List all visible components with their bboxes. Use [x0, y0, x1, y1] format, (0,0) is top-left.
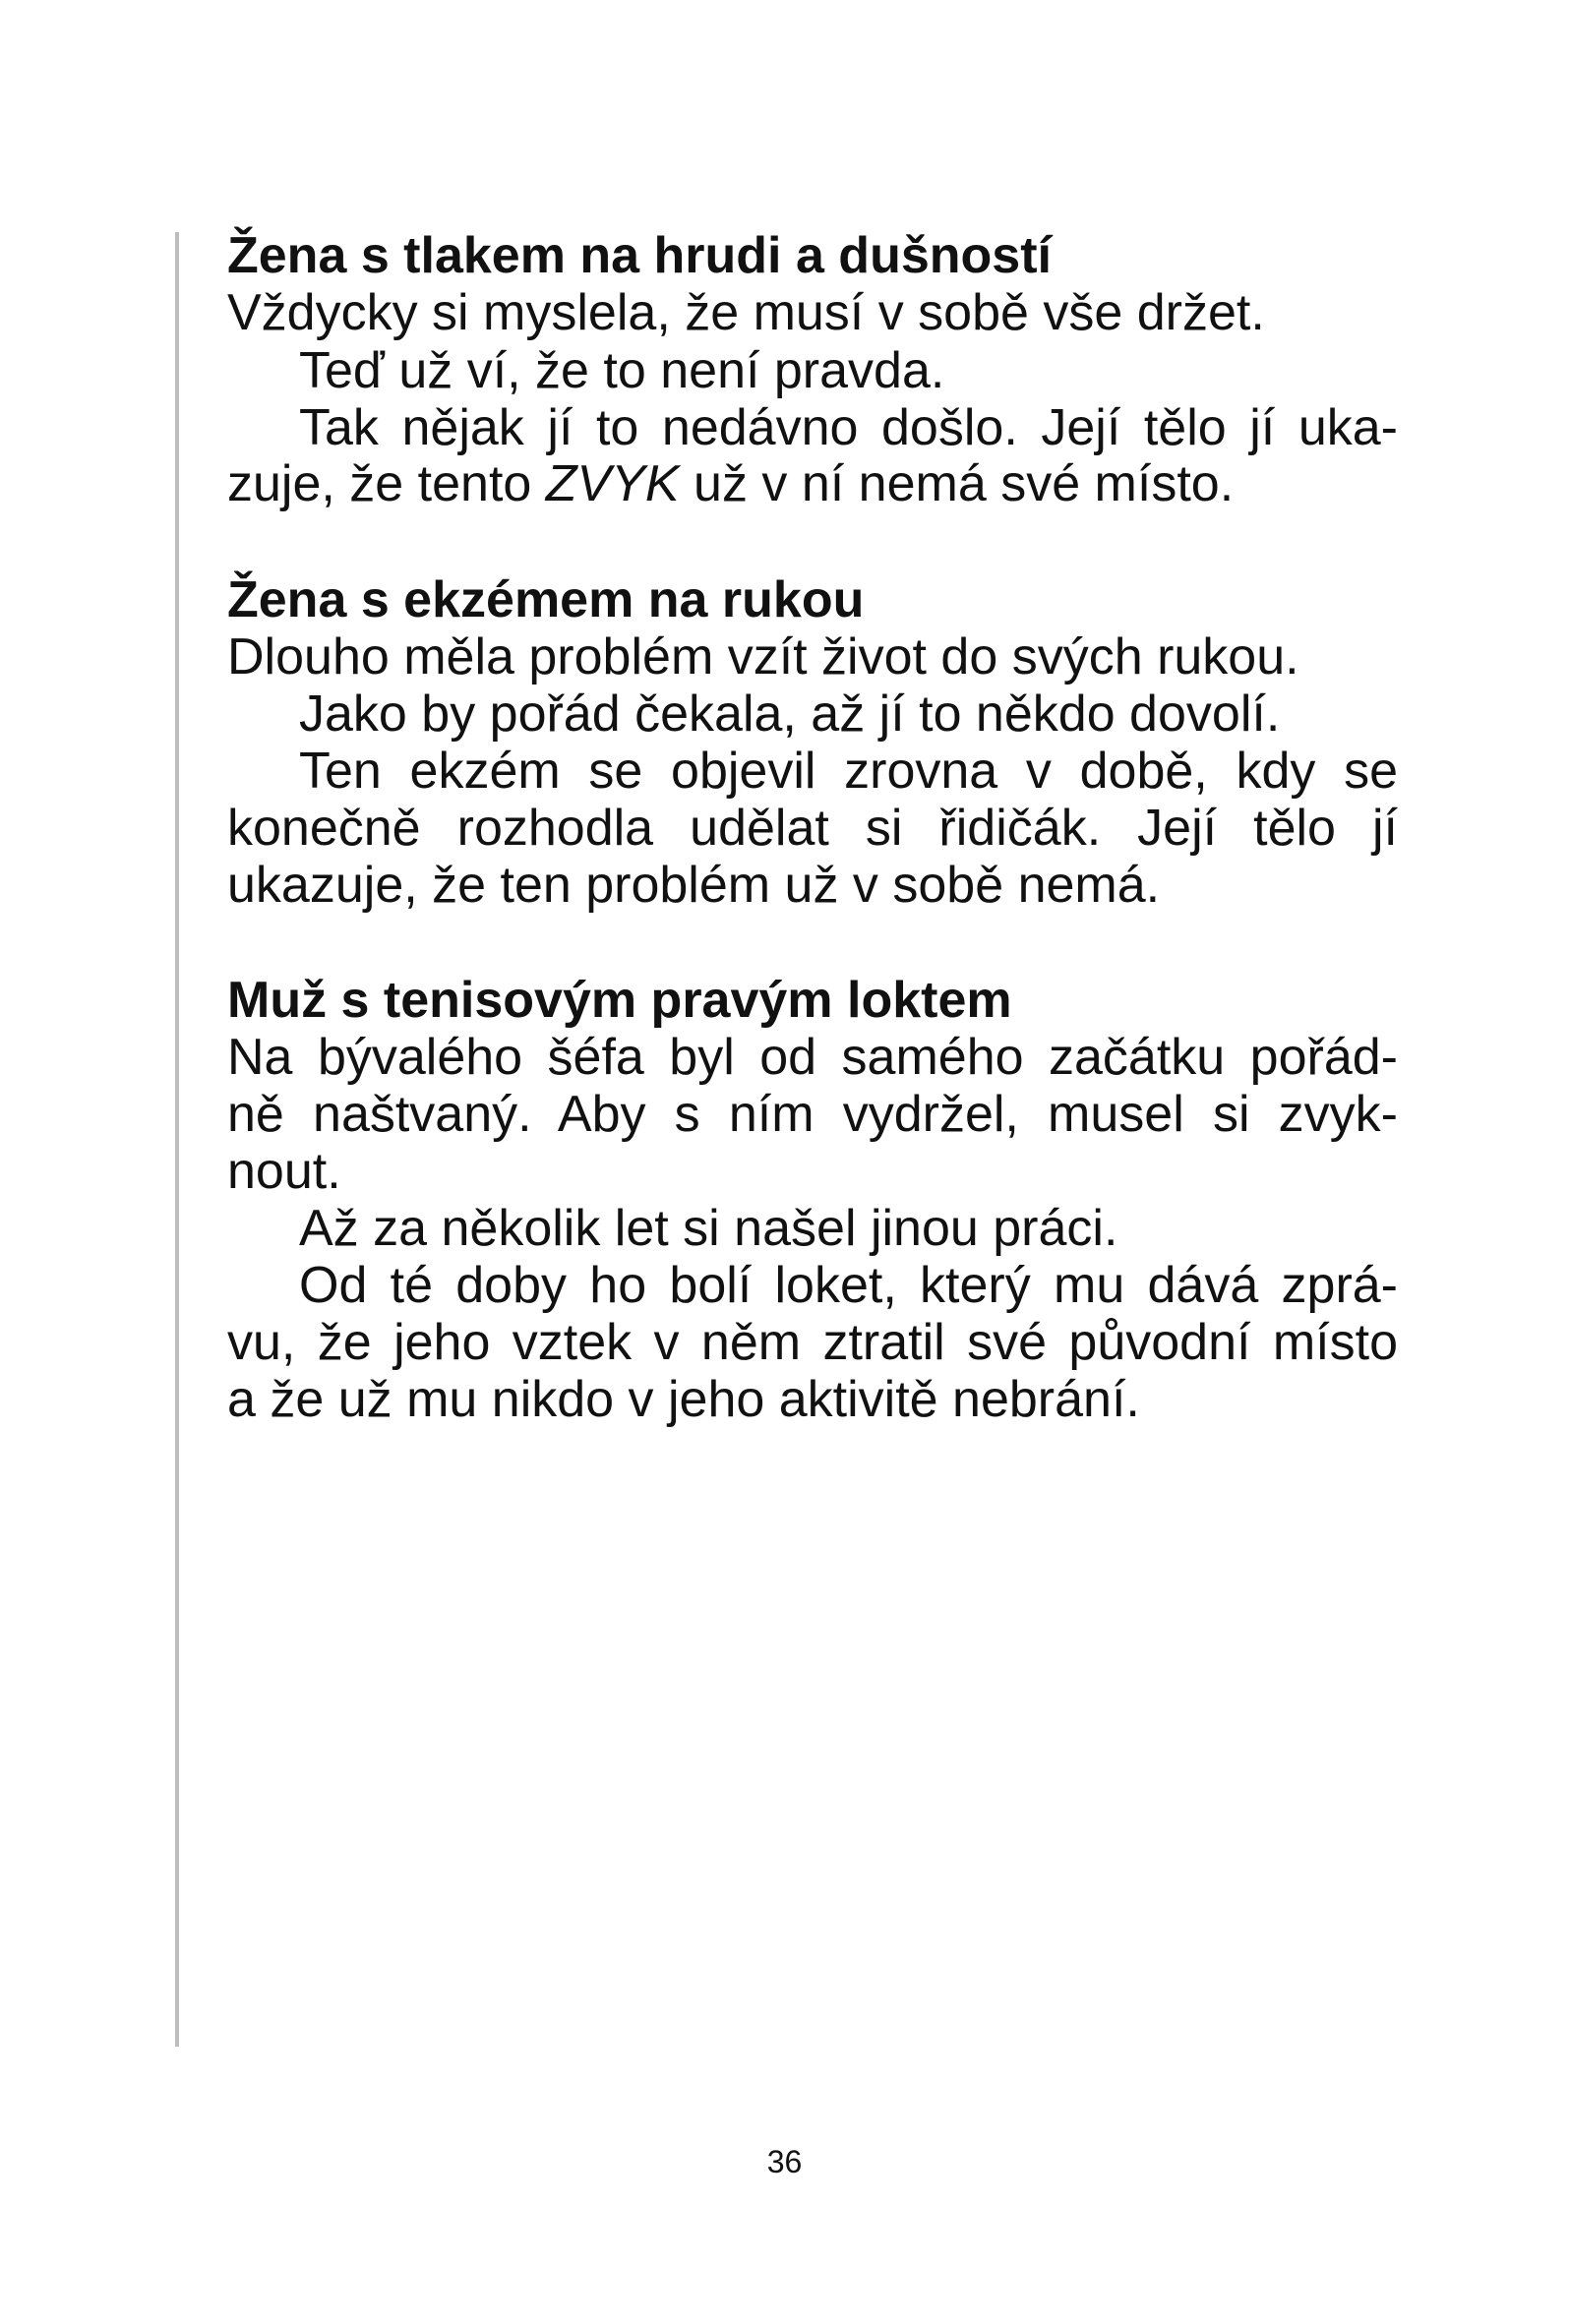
- paragraph-line: Vždycky si myslela, že musí v sobě vše držet.: [227, 284, 1265, 341]
- paragraph-line: Tak nějak jí to nedávno došlo. Její tělo jí uka-: [299, 399, 1398, 456]
- paragraph-line: Na bývalého šéfa byl od samého začátku pořád-: [227, 1029, 1398, 1086]
- paragraph-line: Jako by pořád čekala, až jí to někdo dovolí.: [299, 685, 1281, 743]
- section-heading: Muž s tenisovým pravým loktem: [227, 972, 1012, 1029]
- margin-rule: [175, 232, 179, 2047]
- paragraph-line: a že už mu nikdo v jeho aktivitě nebrání.: [227, 1371, 1140, 1428]
- paragraph-line: [227, 454, 1234, 513]
- paragraph-line: nout.: [227, 1143, 341, 1200]
- section-heading: Žena s tlakem na hrudi a dušností: [227, 227, 1052, 284]
- paragraph-line: konečně rozhodla udělat si řidičák. Její tělo jí: [227, 800, 1398, 857]
- text-run: zuje, že tento: [227, 455, 546, 512]
- paragraph-line: Od té doby ho bolí loket, který mu dává zprá-: [299, 1257, 1398, 1314]
- paragraph-line: ukazuje, že ten problém už v sobě nemá.: [227, 857, 1161, 914]
- paragraph-line: Ten ekzém se objevil zrovna v době, kdy se: [299, 743, 1398, 800]
- paragraph-line: Až za několik let si našel jinou práci.: [299, 1200, 1118, 1257]
- text-run: už v ní nemá své místo.: [679, 455, 1235, 512]
- paragraph-line: Dlouho měla problém vzít život do svých rukou.: [227, 628, 1299, 685]
- paragraph-line: Teď už ví, že to není pravda.: [299, 342, 945, 399]
- paragraph-line: vu, že jeho vztek v něm ztratil své původní místo: [227, 1314, 1398, 1371]
- page-number: 36: [766, 2144, 803, 2179]
- section-heading: Žena s ekzémem na rukou: [227, 571, 865, 628]
- paragraph-line: ně naštvaný. Aby s ním vydržel, musel si zvyk-: [227, 1086, 1398, 1143]
- emphasized-word: ZVYK: [545, 455, 680, 512]
